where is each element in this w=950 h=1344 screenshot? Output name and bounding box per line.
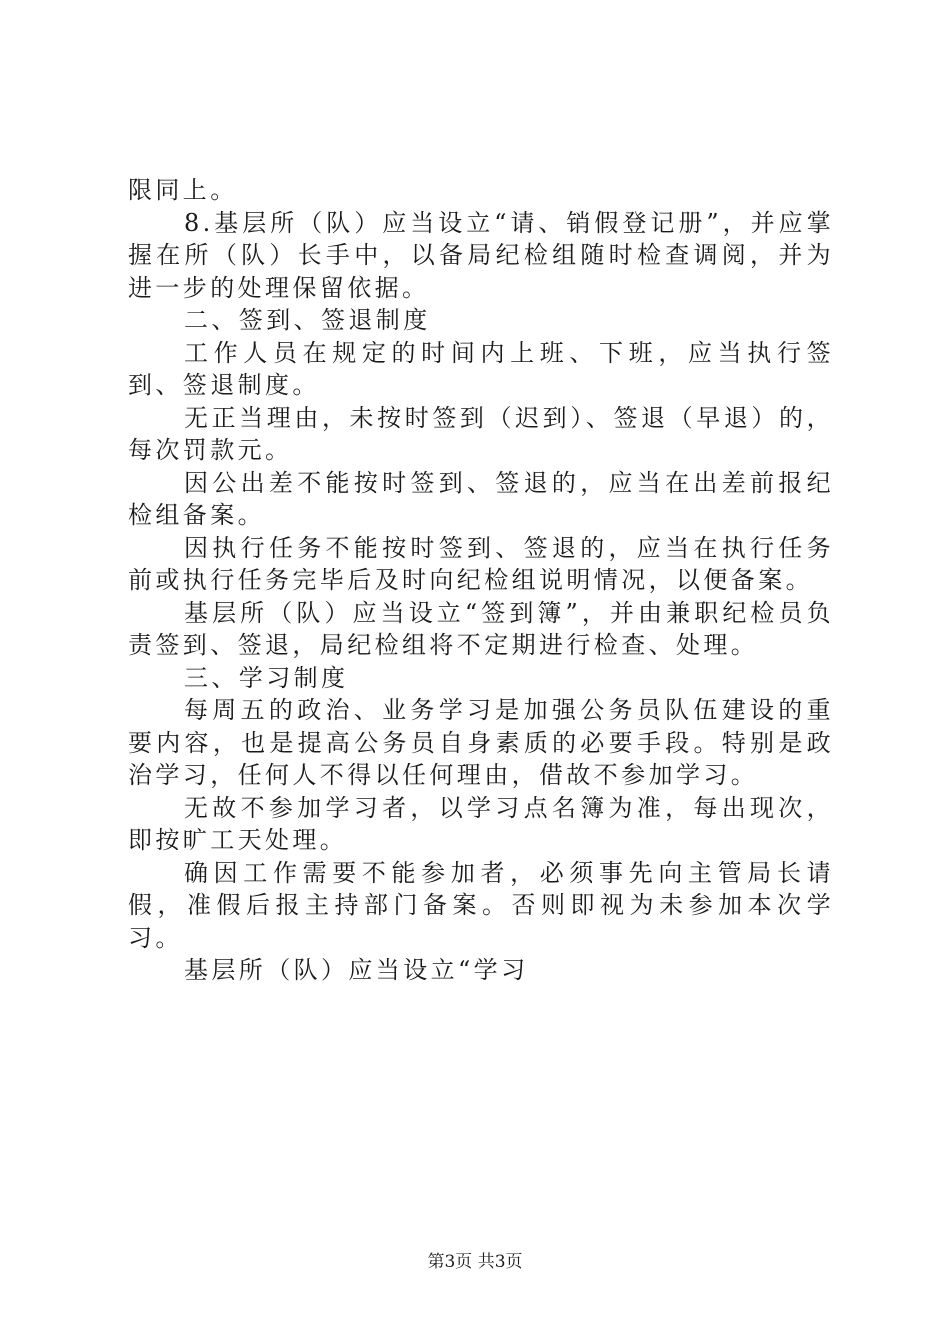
paragraph: 基层所（队）应当设立“签到簿”，并由兼职纪检员负责签到、签退，局纪检组将不定期进行检查、处理。 [128,598,834,659]
section-heading: 二、签到、签退制度 [184,306,431,334]
paragraph: 每周五的政治、业务学习是加强公务员队伍建设的重要内容，也是提高公务员自身素质的必要手段。特别是政治学习，任何人不得以任何理由，借故不参加学习。 [128,696,834,789]
paragraph: 确因工作需要不能参加者，必须事先向主管局长请假，准假后报主持部门备案。否则即视为未参加本次学习。 [128,858,834,952]
page-footer: 第3页 共3页 [427,1252,523,1272]
document-body [128,174,834,987]
paragraph: 无故不参加学习者，以学习点名簿为准，每出现次，即按旷工天处理。 [128,793,834,854]
paragraph: 因执行任务不能按时签到、签退的，应当在执行任务前或执行任务完毕后及时向纪检组说明情况，以便备案。 [128,533,834,594]
paragraph: 8.基层所（队）应当设立“请、销假登记册”，并应掌握在所（队）长手中，以备局纪检组随时检查调阅，并为进一步的处理保留依据。 [128,208,834,302]
paragraph: 限同上。 [128,176,238,204]
paragraph: 基层所（队）应当设立“学习 [184,956,529,984]
paragraph: 无正当理由，未按时签到（迟到）、签退（早退）的，每次罚款元。 [128,403,834,464]
paragraph: 工作人员在规定的时间内上班、下班，应当执行签到、签退制度。 [128,338,834,399]
section-heading: 三、学习制度 [184,663,349,692]
paragraph: 因公出差不能按时签到、签退的，应当在出差前报纪检组备案。 [128,468,834,529]
